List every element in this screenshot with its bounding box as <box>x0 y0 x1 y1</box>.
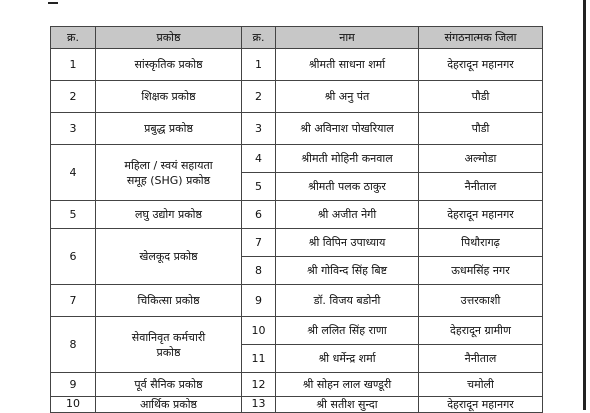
member-serial: 6 <box>242 201 276 229</box>
member-serial: 13 <box>242 397 276 413</box>
member-serial: 8 <box>242 257 276 285</box>
member-name: श्री धर्मेन्द्र शर्मा <box>276 345 419 373</box>
roster-table <box>50 26 543 413</box>
cell-serial: 1 <box>51 49 96 81</box>
cell-name: लघु उद्योग प्रकोष्ठ <box>96 201 242 229</box>
cell-name: प्रबुद्ध प्रकोष्ठ <box>96 113 242 145</box>
member-district: अल्मोडा <box>419 145 543 173</box>
member-district: उत्तरकाशी <box>419 285 543 317</box>
member-district: पौडी <box>419 81 543 113</box>
table-header-row <box>51 27 543 49</box>
header-name: नाम <box>276 27 419 49</box>
member-district: देहरादून महानगर <box>419 397 543 413</box>
cell-name <box>96 317 242 373</box>
table-row <box>51 229 543 257</box>
member-name: श्री विपिन उपाध्याय <box>276 229 419 257</box>
member-serial: 12 <box>242 373 276 397</box>
table-row <box>51 49 543 81</box>
table-row <box>51 201 543 229</box>
member-serial: 4 <box>242 145 276 173</box>
member-serial: 11 <box>242 345 276 373</box>
header-member-serial: क्र. <box>242 27 276 49</box>
cell-serial: 4 <box>51 145 96 201</box>
table-row <box>51 145 543 173</box>
member-name: श्री गोविन्द सिंह बिष्ट <box>276 257 419 285</box>
member-name: श्री ललित सिंह राणा <box>276 317 419 345</box>
cell-serial: 3 <box>51 113 96 145</box>
member-district: देहरादून महानगर <box>419 201 543 229</box>
table-row <box>51 373 543 397</box>
member-district: देहरादून ग्रामीण <box>419 317 543 345</box>
cell-name: शिक्षक प्रकोष्ठ <box>96 81 242 113</box>
table-row <box>51 397 543 413</box>
member-district: पिथौरागढ़ <box>419 229 543 257</box>
member-district: नैनीताल <box>419 173 543 201</box>
cell-name-line1: सेवानिवृत कर्मचारी <box>131 330 206 344</box>
member-district: ऊधमसिंह नगर <box>419 257 543 285</box>
cell-name: पूर्व सैनिक प्रकोष्ठ <box>96 373 242 397</box>
member-name: श्रीमती मोहिनी कनवाल <box>276 145 419 173</box>
cell-name-line2: समूह (SHG) प्रकोष्ठ <box>126 173 211 187</box>
member-serial: 1 <box>242 49 276 81</box>
member-serial: 7 <box>242 229 276 257</box>
table-row <box>51 81 543 113</box>
member-serial: 2 <box>242 81 276 113</box>
cell-name: सांस्कृतिक प्रकोष्ठ <box>96 49 242 81</box>
cell-name: आर्थिक प्रकोष्ठ <box>96 397 242 413</box>
cell-serial: 2 <box>51 81 96 113</box>
cell-serial: 5 <box>51 201 96 229</box>
table-row <box>51 285 543 317</box>
member-district: चमोली <box>419 373 543 397</box>
cell-serial: 10 <box>51 397 96 413</box>
cell-name <box>96 145 242 201</box>
member-name: श्री अविनाश पोखरियाल <box>276 113 419 145</box>
member-name: श्री सोहन लाल खण्डूरी <box>276 373 419 397</box>
member-name: श्री अजीत नेगी <box>276 201 419 229</box>
member-district: नैनीताल <box>419 345 543 373</box>
member-name: श्रीमती साधना शर्मा <box>276 49 419 81</box>
member-serial: 9 <box>242 285 276 317</box>
member-serial: 3 <box>242 113 276 145</box>
member-name: श्री अनु पंत <box>276 81 419 113</box>
cell-serial: 9 <box>51 373 96 397</box>
member-serial: 10 <box>242 317 276 345</box>
member-district: पौडी <box>419 113 543 145</box>
cell-serial: 6 <box>51 229 96 285</box>
table-row <box>51 113 543 145</box>
top-dash <box>48 2 58 4</box>
cell-name: खेलकूद प्रकोष्ठ <box>96 229 242 285</box>
header-serial: क्र. <box>51 27 96 49</box>
member-name: श्रीमती पलक ठाकुर <box>276 173 419 201</box>
cell-name-line1: महिला / स्वयं सहायता <box>124 158 213 172</box>
cell-name: चिकित्सा प्रकोष्ठ <box>96 285 242 317</box>
cell-name-line2: प्रकोष्ठ <box>156 345 181 359</box>
page-edge-border <box>583 0 586 410</box>
cell-serial: 8 <box>51 317 96 373</box>
member-district: देहरादून महानगर <box>419 49 543 81</box>
header-district: संगठनात्मक जिला <box>419 27 543 49</box>
member-name: डॉ. विजय बडोनी <box>276 285 419 317</box>
header-cell-name: प्रकोष्ठ <box>96 27 242 49</box>
member-serial: 5 <box>242 173 276 201</box>
cell-serial: 7 <box>51 285 96 317</box>
member-name: श्री सतीश सुन्दा <box>276 397 419 413</box>
table-row <box>51 317 543 345</box>
